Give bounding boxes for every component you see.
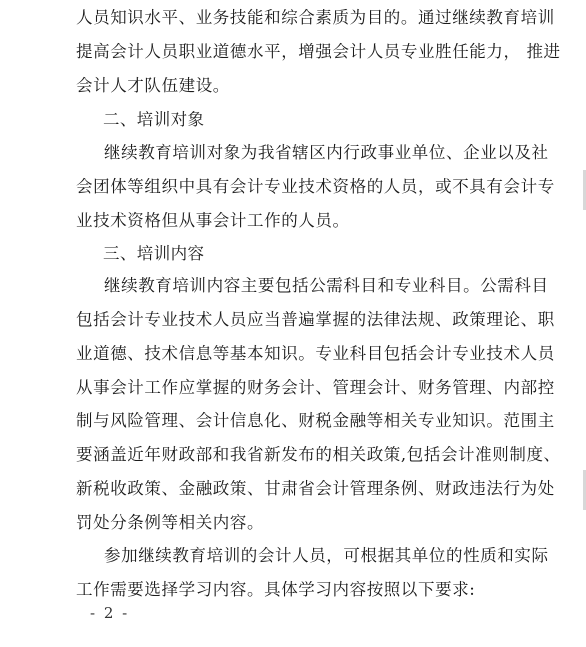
text-line: 新税收政策、金融政策、甘肃省会计管理条例、财政违法行为处	[76, 479, 555, 498]
page-number: - 2 -	[90, 604, 130, 622]
text-line: 继续教育培训内容主要包括公需科目和专业科目。公需科目	[104, 276, 549, 295]
text-line: 要涵盖近年财政部和我省新发布的相关政策,包括会计准则制度、	[76, 445, 561, 464]
text-line: 会计人才队伍建设。	[76, 76, 230, 95]
text-line: 继续教育培训对象为我省辖区内行政事业单位、企业以及社	[104, 143, 549, 162]
text-line: 罚处分条例等相关内容。	[76, 513, 265, 532]
text-line: 从事会计工作应掌握的财务会计、管理会计、财务管理、内部控	[76, 378, 555, 397]
text-line: 业道德、技术信息等基本知识。专业科目包括会计专业技术人员	[76, 344, 555, 363]
text-line: 提高会计人员职业道德水平，增强会计人员专业胜任能力， 推进	[76, 42, 561, 61]
section-heading-training-content: 三、培训内容	[103, 244, 205, 263]
text-line: 工作需要选择学习内容。具体学习内容按照以下要求:	[76, 580, 476, 599]
section-heading-training-targets: 二、培训对象	[103, 110, 205, 129]
text-line: 人员知识水平、业务技能和综合素质为目的。通过继续教育培训	[76, 8, 555, 27]
text-line: 业技术资格但从事会计工作的人员。	[76, 211, 350, 230]
text-line: 制与风险管理、会计信息化、财税金融等相关专业知识。范围主	[76, 411, 555, 430]
text-line: 参加继续教育培训的会计人员，可根据其单位的性质和实际	[104, 546, 549, 565]
text-line: 包括会计专业技术人员应当普遍掌握的法律法规、政策理论、职	[76, 310, 555, 329]
text-line: 会团体等组织中具有会计专业技术资格的人员，或不具有会计专	[76, 177, 555, 196]
